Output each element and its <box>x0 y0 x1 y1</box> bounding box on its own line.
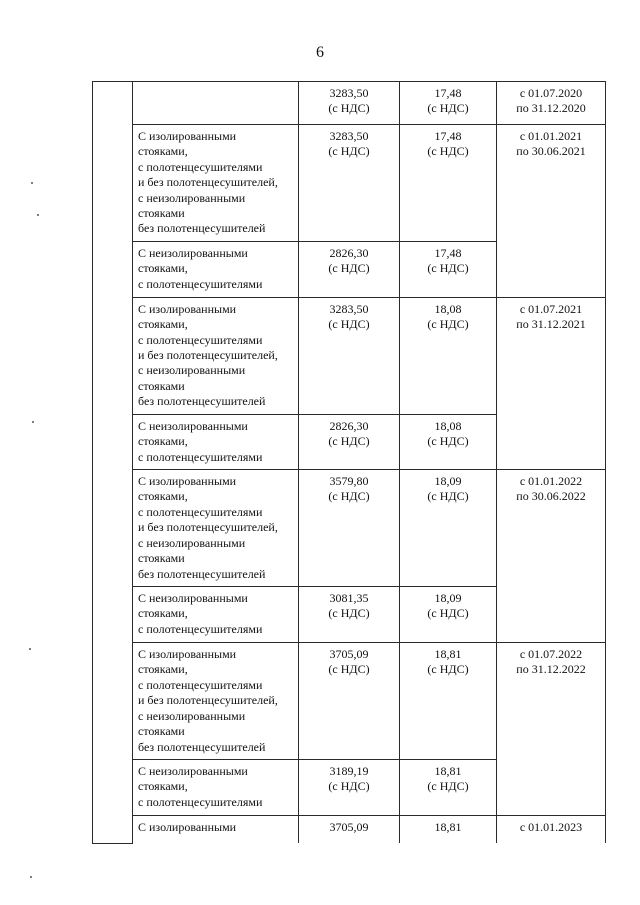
rate-cell <box>400 470 497 587</box>
desc-cell <box>133 587 299 643</box>
cell-text-line: с 01.07.2020 <box>519 86 583 100</box>
cell-text-line: С изолированными <box>138 819 237 834</box>
rate-cell <box>400 759 497 815</box>
desc-cell <box>133 643 299 760</box>
scan-speck <box>32 421 34 423</box>
table-row <box>93 82 606 125</box>
cell-text-line: С изолированными <box>138 647 237 662</box>
desc-cell <box>133 470 299 587</box>
rate-cell <box>400 241 497 297</box>
rate-cell <box>400 815 497 843</box>
cell-text-line: стояками, <box>138 434 188 449</box>
cell-text-line: с полотенцесушителями <box>138 621 263 636</box>
cell-text-line: 3705,09 <box>329 819 369 834</box>
price-cell <box>299 241 400 297</box>
cell-text-line: стояками, <box>138 317 188 332</box>
cell-text-line: 3283,50 <box>329 86 369 100</box>
cell-text-line: стояками <box>138 378 185 393</box>
desc-cell <box>133 125 299 242</box>
cell-text-line: без полотенцесушителей <box>138 221 266 236</box>
cell-text-line: с полотенцесушителями <box>138 794 263 809</box>
cell-text-line: 3705,09 <box>329 647 369 662</box>
cell-text-line: (с НДС) <box>427 489 469 504</box>
cell-text-line: 3189,19 <box>329 763 369 778</box>
cell-text-line: 3283,50 <box>329 301 369 316</box>
cell-text-line: с неизолированными <box>138 363 246 378</box>
rate-cell <box>400 643 497 760</box>
cell-text-line: без полотенцесушителей <box>138 566 266 581</box>
cell-text-line: (с НДС) <box>328 606 370 621</box>
cell-text-line: по 31.12.2020 <box>516 101 586 116</box>
cell-text-line: (с НДС) <box>328 101 370 116</box>
tariff-table <box>92 81 606 844</box>
cell-text-line: стояками, <box>138 606 188 621</box>
cell-text-line: (с НДС) <box>427 144 469 159</box>
cell-text-line: 18,09 <box>434 474 462 489</box>
rate-cell <box>400 587 497 643</box>
cell-text-line: 3081,35 <box>329 591 369 606</box>
scan-speck <box>29 648 31 650</box>
cell-text-line: 3579,80 <box>329 474 369 489</box>
period-cell <box>497 297 606 469</box>
cell-text-line: стояками, <box>138 662 188 677</box>
cell-text-line: по 31.12.2022 <box>516 662 586 677</box>
desc-cell <box>133 82 299 125</box>
cell-text-line: стояками, <box>138 144 188 159</box>
table-row <box>93 643 606 760</box>
cell-text-line: стояками <box>138 206 185 221</box>
rate-cell <box>400 297 497 414</box>
index-column-cell <box>93 82 133 844</box>
cell-text-line: 18,81 <box>434 819 462 834</box>
cell-text-line: С неизолированными <box>138 245 248 260</box>
scan-speck <box>37 214 39 216</box>
price-cell <box>299 759 400 815</box>
cell-text-line: (с НДС) <box>427 261 469 276</box>
cell-text-line: (с НДС) <box>427 434 469 449</box>
desc-cell <box>133 414 299 469</box>
cell-text-line: 18,08 <box>434 418 462 433</box>
table-row <box>93 297 606 414</box>
cell-text-line: С неизолированными <box>138 591 248 606</box>
desc-cell <box>133 297 299 414</box>
cell-text-line: по 31.12.2021 <box>516 317 586 332</box>
cell-text-line: С изолированными <box>138 474 237 489</box>
cell-text-line: по 30.06.2022 <box>516 489 586 504</box>
cell-text-line: (с НДС) <box>328 261 370 276</box>
cell-text-line: с полотенцесушителями <box>138 332 263 347</box>
cell-text-line: стояками, <box>138 489 188 504</box>
cell-text-line: без полотенцесушителей <box>138 739 266 754</box>
cell-text-line: с неизолированными <box>138 190 246 205</box>
cell-text-line: с неизолированными <box>138 535 246 550</box>
period-cell <box>497 815 606 843</box>
cell-text-line: с неизолированными <box>138 708 246 723</box>
cell-text-line: с 01.07.2022 <box>519 647 583 662</box>
cell-text-line: 18,81 <box>434 763 462 778</box>
cell-text-line: 17,48 <box>434 86 462 100</box>
cell-text-line: (с НДС) <box>328 779 370 794</box>
period-cell <box>497 470 606 643</box>
rate-cell <box>400 414 497 469</box>
cell-text-line: с 01.01.2023 <box>519 819 583 834</box>
cell-text-line: (с НДС) <box>427 779 469 794</box>
table-row <box>93 125 606 242</box>
cell-text-line: и без полотенцесушителей, <box>138 175 278 190</box>
cell-text-line: (с НДС) <box>328 434 370 449</box>
cell-text-line: 18,81 <box>434 647 462 662</box>
desc-cell <box>133 759 299 815</box>
table-row <box>93 470 606 587</box>
cell-text-line: С изолированными <box>138 301 237 316</box>
desc-cell <box>133 815 299 843</box>
cell-text-line: и без полотенцесушителей, <box>138 348 278 363</box>
scan-speck <box>31 182 33 184</box>
cell-text-line: (с НДС) <box>328 144 370 159</box>
cell-text-line: 18,08 <box>434 301 462 316</box>
rate-cell <box>400 125 497 242</box>
cell-text-line: стояками <box>138 724 185 739</box>
cell-text-line: (с НДС) <box>427 317 469 332</box>
cell-text-line: (с НДС) <box>328 489 370 504</box>
cell-text-line: стояками, <box>138 779 188 794</box>
price-cell <box>299 815 400 843</box>
cell-text-line: (с НДС) <box>328 662 370 677</box>
price-cell <box>299 82 400 125</box>
cell-text-line: с 01.01.2021 <box>519 129 583 143</box>
price-cell <box>299 470 400 587</box>
cell-text-line: 18,09 <box>434 591 462 606</box>
price-cell <box>299 297 400 414</box>
cell-text-line: с полотенцесушителями <box>138 276 263 291</box>
cell-text-line: с 01.01.2022 <box>519 474 583 489</box>
scan-speck <box>30 876 32 878</box>
cell-text-line: С неизолированными <box>138 763 248 778</box>
cell-text-line: с полотенцесушителями <box>138 449 263 464</box>
cell-text-line: С изолированными <box>138 129 237 143</box>
price-cell <box>299 643 400 760</box>
cell-text-line: с полотенцесушителями <box>138 504 263 519</box>
table-row <box>93 815 606 843</box>
cell-text-line: по 30.06.2021 <box>516 144 586 159</box>
cell-text-line: с полотенцесушителями <box>138 159 263 174</box>
page-number: 6 <box>316 44 324 61</box>
cell-text-line: (с НДС) <box>427 101 469 116</box>
cell-text-line: с полотенцесушителями <box>138 677 263 692</box>
rate-cell <box>400 82 497 125</box>
cell-text-line: 17,48 <box>434 129 462 143</box>
cell-text-line: 2826,30 <box>329 245 369 260</box>
cell-text-line: 2826,30 <box>329 418 369 433</box>
price-cell <box>299 587 400 643</box>
price-cell <box>299 125 400 242</box>
cell-text-line: и без полотенцесушителей, <box>138 693 278 708</box>
desc-cell <box>133 241 299 297</box>
period-cell <box>497 82 606 125</box>
cell-text-line: (с НДС) <box>427 662 469 677</box>
cell-text-line: без полотенцесушителей <box>138 394 266 409</box>
cell-text-line: стояками, <box>138 261 188 276</box>
cell-text-line: с 01.07.2021 <box>519 301 583 316</box>
cell-text-line: С неизолированными <box>138 418 248 433</box>
period-cell <box>497 125 606 298</box>
cell-text-line: 3283,50 <box>329 129 369 143</box>
price-cell <box>299 414 400 469</box>
cell-text-line: и без полотенцесушителей, <box>138 520 278 535</box>
cell-text-line: (с НДС) <box>427 606 469 621</box>
cell-text-line: 17,48 <box>434 245 462 260</box>
period-cell <box>497 643 606 816</box>
cell-text-line: стояками <box>138 551 185 566</box>
cell-text-line: (с НДС) <box>328 317 370 332</box>
